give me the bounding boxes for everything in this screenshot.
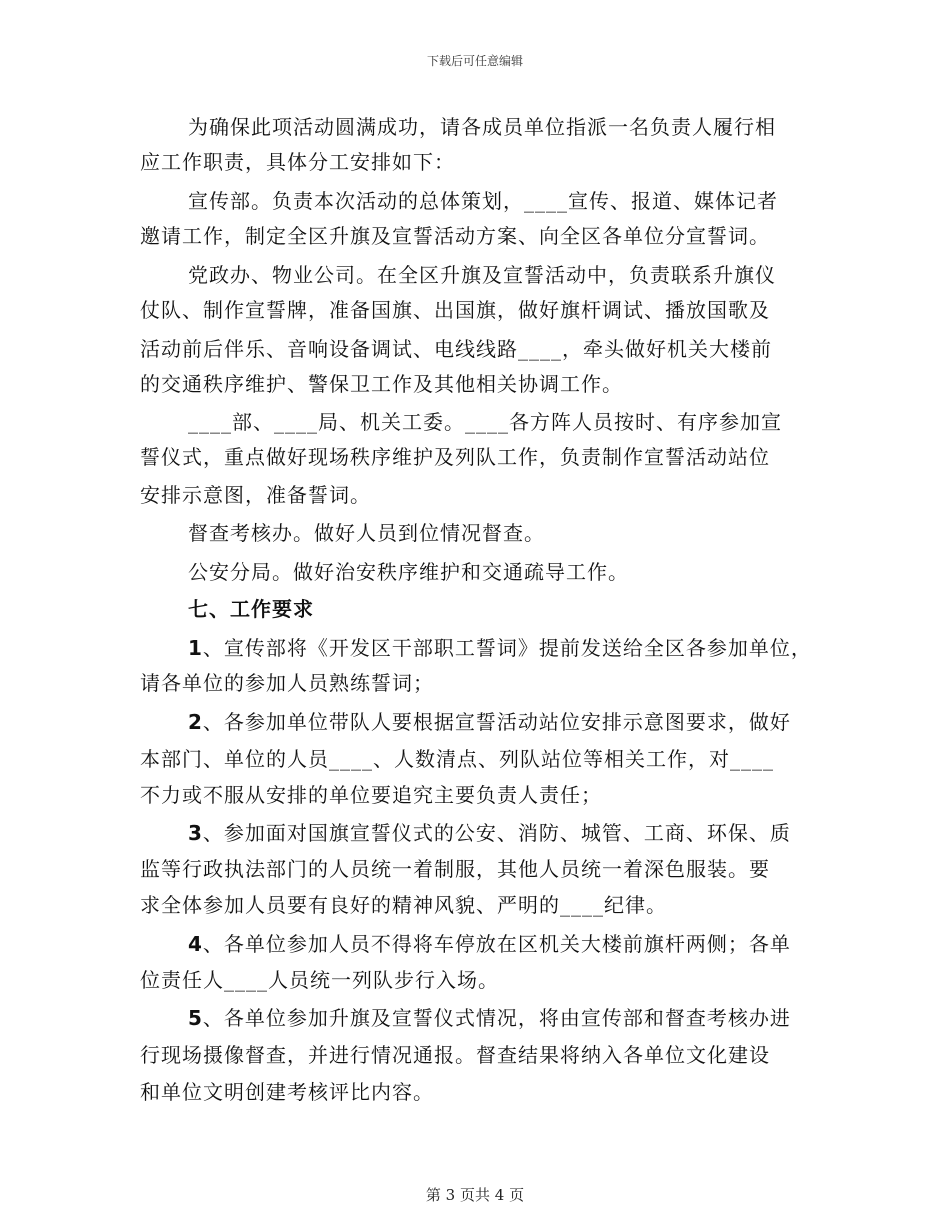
paragraph-line: 党政办、物业公司。在全区升旗及宣誓活动中，负责联系升旗仪 [188, 263, 776, 287]
paragraph-line: 誓仪式，重点做好现场秩序维护及列队工作，负责制作宣誓活动站位 [140, 445, 770, 469]
paragraph-line: 邀请工作，制定全区升旗及宣誓活动方案、向全区各单位分宣誓词。 [140, 224, 770, 248]
list-item [188, 1001, 820, 1035]
paragraph-line: 的交通秩序维护、警保卫工作及其他相关协调工作。 [140, 372, 623, 396]
paragraph-line: 行现场摄像督查，并进行情况通报。督查结果将纳入各单位文化建设 [140, 1043, 770, 1067]
paragraph-line: 和单位文明创建考核评比内容。 [140, 1080, 434, 1104]
item-number: 1 [188, 636, 203, 660]
paragraph-line: ____部、____局、机关工委。____各方阵人员按时、有序参加宣 [188, 410, 782, 434]
list-item [188, 631, 820, 665]
paragraph-line: 督查考核办。做好人员到位情况督查。 [188, 521, 545, 545]
item-text: 、各参加单位带队人要根据宣誓活动站位安排示意图要求，做好 [202, 710, 791, 734]
paragraph-line: 应工作职责，具体分工安排如下： [140, 150, 455, 174]
page-header: 下载后可任意编辑 [426, 54, 523, 68]
item-text: 、宣传部将《开发区干部职工誓词》提前发送给全区各参加单位， [202, 636, 812, 660]
list-item [188, 816, 820, 850]
paragraph-line: 不力或不服从安排的单位要追究主要负责人责任； [140, 783, 602, 807]
item-text: 、各单位参加人员不得将车停放在区机关大楼前旗杆两侧；各单 [202, 932, 791, 956]
paragraph-line: 求全体参加人员要有良好的精神风貌、严明的____纪律。 [140, 893, 667, 917]
paragraph-line: 安排示意图，准备誓词。 [140, 483, 371, 507]
paragraph-line: 为确保此项活动圆满成功，请各成员单位指派一名负责人履行相 [188, 115, 776, 139]
paragraph-line: 公安分局。做好治安秩序维护和交通疏导工作。 [188, 560, 629, 584]
list-item [188, 927, 820, 961]
item-text: 、各单位参加升旗及宣誓仪式情况，将由宣传部和督查考核办进 [202, 1006, 791, 1030]
list-item [188, 705, 820, 739]
item-number: 2 [188, 710, 203, 734]
item-number: 5 [188, 1006, 203, 1030]
paragraph-line: 请各单位的参加人员熟练誓词； [140, 671, 434, 695]
paragraph-line: 位责任人____人员统一列队步行入场。 [140, 968, 499, 992]
section-heading: 七、工作要求 [188, 597, 314, 621]
paragraph-line: 本部门、单位的人员____、人数清点、列队站位等相关工作，对____ [140, 747, 774, 771]
item-number: 4 [188, 932, 203, 956]
paragraph-line: 活动前后伴乐、音响设备调试、电线线路____，牵头做好机关大楼前 [140, 337, 772, 361]
paragraph-line: 宣传部。负责本次活动的总体策划，____宣传、报道、媒体记者 [188, 189, 778, 213]
item-number: 3 [188, 821, 203, 845]
page-footer: 第 3 页共 4 页 [425, 1186, 525, 1204]
paragraph-line: 仗队、制作宣誓牌，准备国旗、出国旗，做好旗杆调试、播放国歌及 [140, 298, 770, 322]
item-text: 、参加面对国旗宣誓仪式的公安、消防、城管、工商、环保、质 [202, 821, 791, 845]
paragraph-line: 监等行政执法部门的人员统一着制服，其他人员统一着深色服装。要 [140, 857, 770, 881]
